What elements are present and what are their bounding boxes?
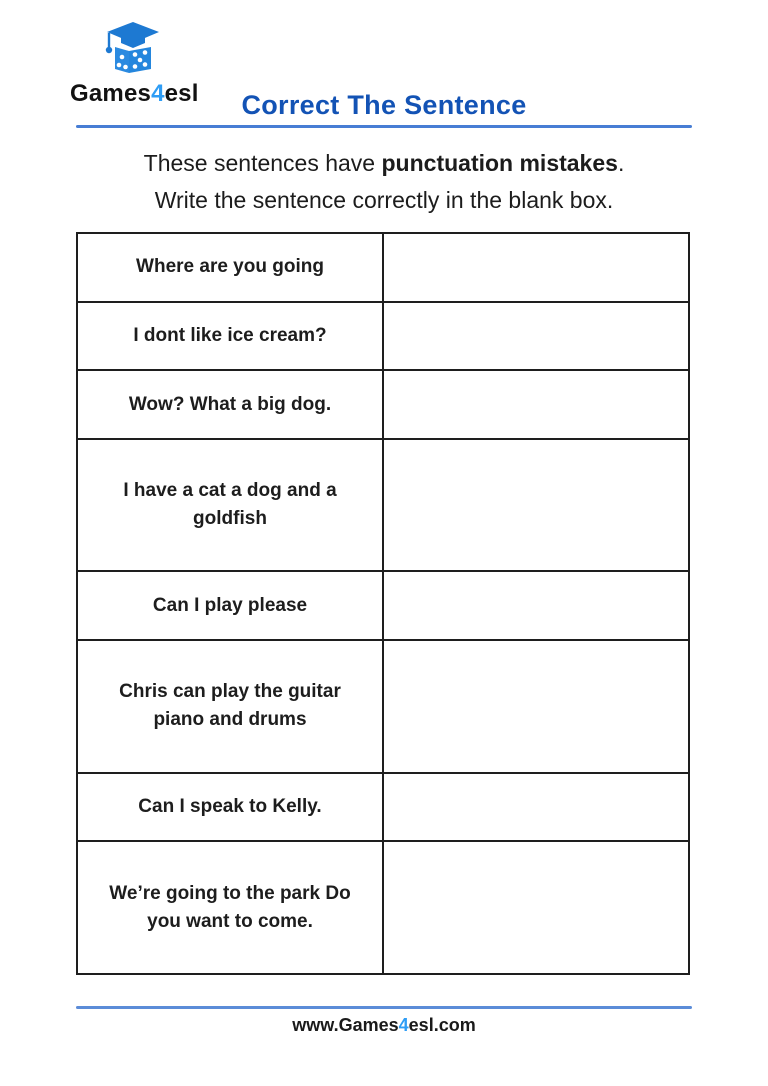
sentence-cell: Wow? What a big dog. bbox=[77, 370, 383, 439]
sentence-table bbox=[76, 232, 690, 975]
instructions-bold-text: punctuation mistakes bbox=[381, 150, 618, 176]
table-row bbox=[77, 841, 689, 974]
header-divider bbox=[76, 125, 692, 128]
footer-divider bbox=[76, 1006, 692, 1009]
answer-box bbox=[383, 773, 689, 842]
sentence-cell: Can I speak to Kelly. bbox=[77, 773, 383, 842]
brand-name-number: 4 bbox=[151, 80, 165, 107]
instructions-line-2: Write the sentence correctly in the blank box. bbox=[154, 187, 614, 213]
instructions-text: These sentences have bbox=[143, 150, 382, 176]
sentence-cell: I have a cat a dog and a goldfish bbox=[77, 439, 383, 572]
table-row bbox=[77, 439, 689, 572]
answer-box bbox=[383, 370, 689, 439]
table-row bbox=[77, 302, 689, 371]
table-row bbox=[77, 640, 689, 773]
sentence-cell: I dont like ice cream? bbox=[77, 302, 383, 371]
answer-box bbox=[383, 640, 689, 773]
sentence-cell: Chris can play the guitar piano and drums bbox=[77, 640, 383, 773]
sentence-cell: We’re going to the park Do you want to come. bbox=[77, 841, 383, 974]
graduation-cap-dice-icon bbox=[100, 20, 164, 78]
answer-box bbox=[383, 233, 689, 302]
instructions-text-suffix: . bbox=[617, 150, 625, 176]
answer-box bbox=[383, 439, 689, 572]
table-row bbox=[77, 370, 689, 439]
table-row bbox=[77, 571, 689, 640]
sentence-cell: Where are you going bbox=[77, 233, 383, 302]
instructions bbox=[0, 145, 768, 219]
footer-url-prefix: www.Games bbox=[292, 1015, 399, 1035]
answer-box bbox=[383, 841, 689, 974]
instructions-line-1 bbox=[0, 145, 768, 182]
footer-url-suffix: esl.com bbox=[408, 1015, 476, 1035]
table-row bbox=[77, 773, 689, 842]
answer-box bbox=[383, 302, 689, 371]
table-row bbox=[77, 233, 689, 302]
answer-box bbox=[383, 571, 689, 640]
footer-url bbox=[0, 1015, 768, 1036]
brand-name-prefix: Games bbox=[70, 80, 152, 107]
sentence-cell: Can I play please bbox=[77, 571, 383, 640]
brand-name-suffix: esl bbox=[164, 80, 199, 107]
page-title: Correct The Sentence bbox=[241, 90, 527, 120]
footer-url-number: 4 bbox=[398, 1015, 409, 1035]
